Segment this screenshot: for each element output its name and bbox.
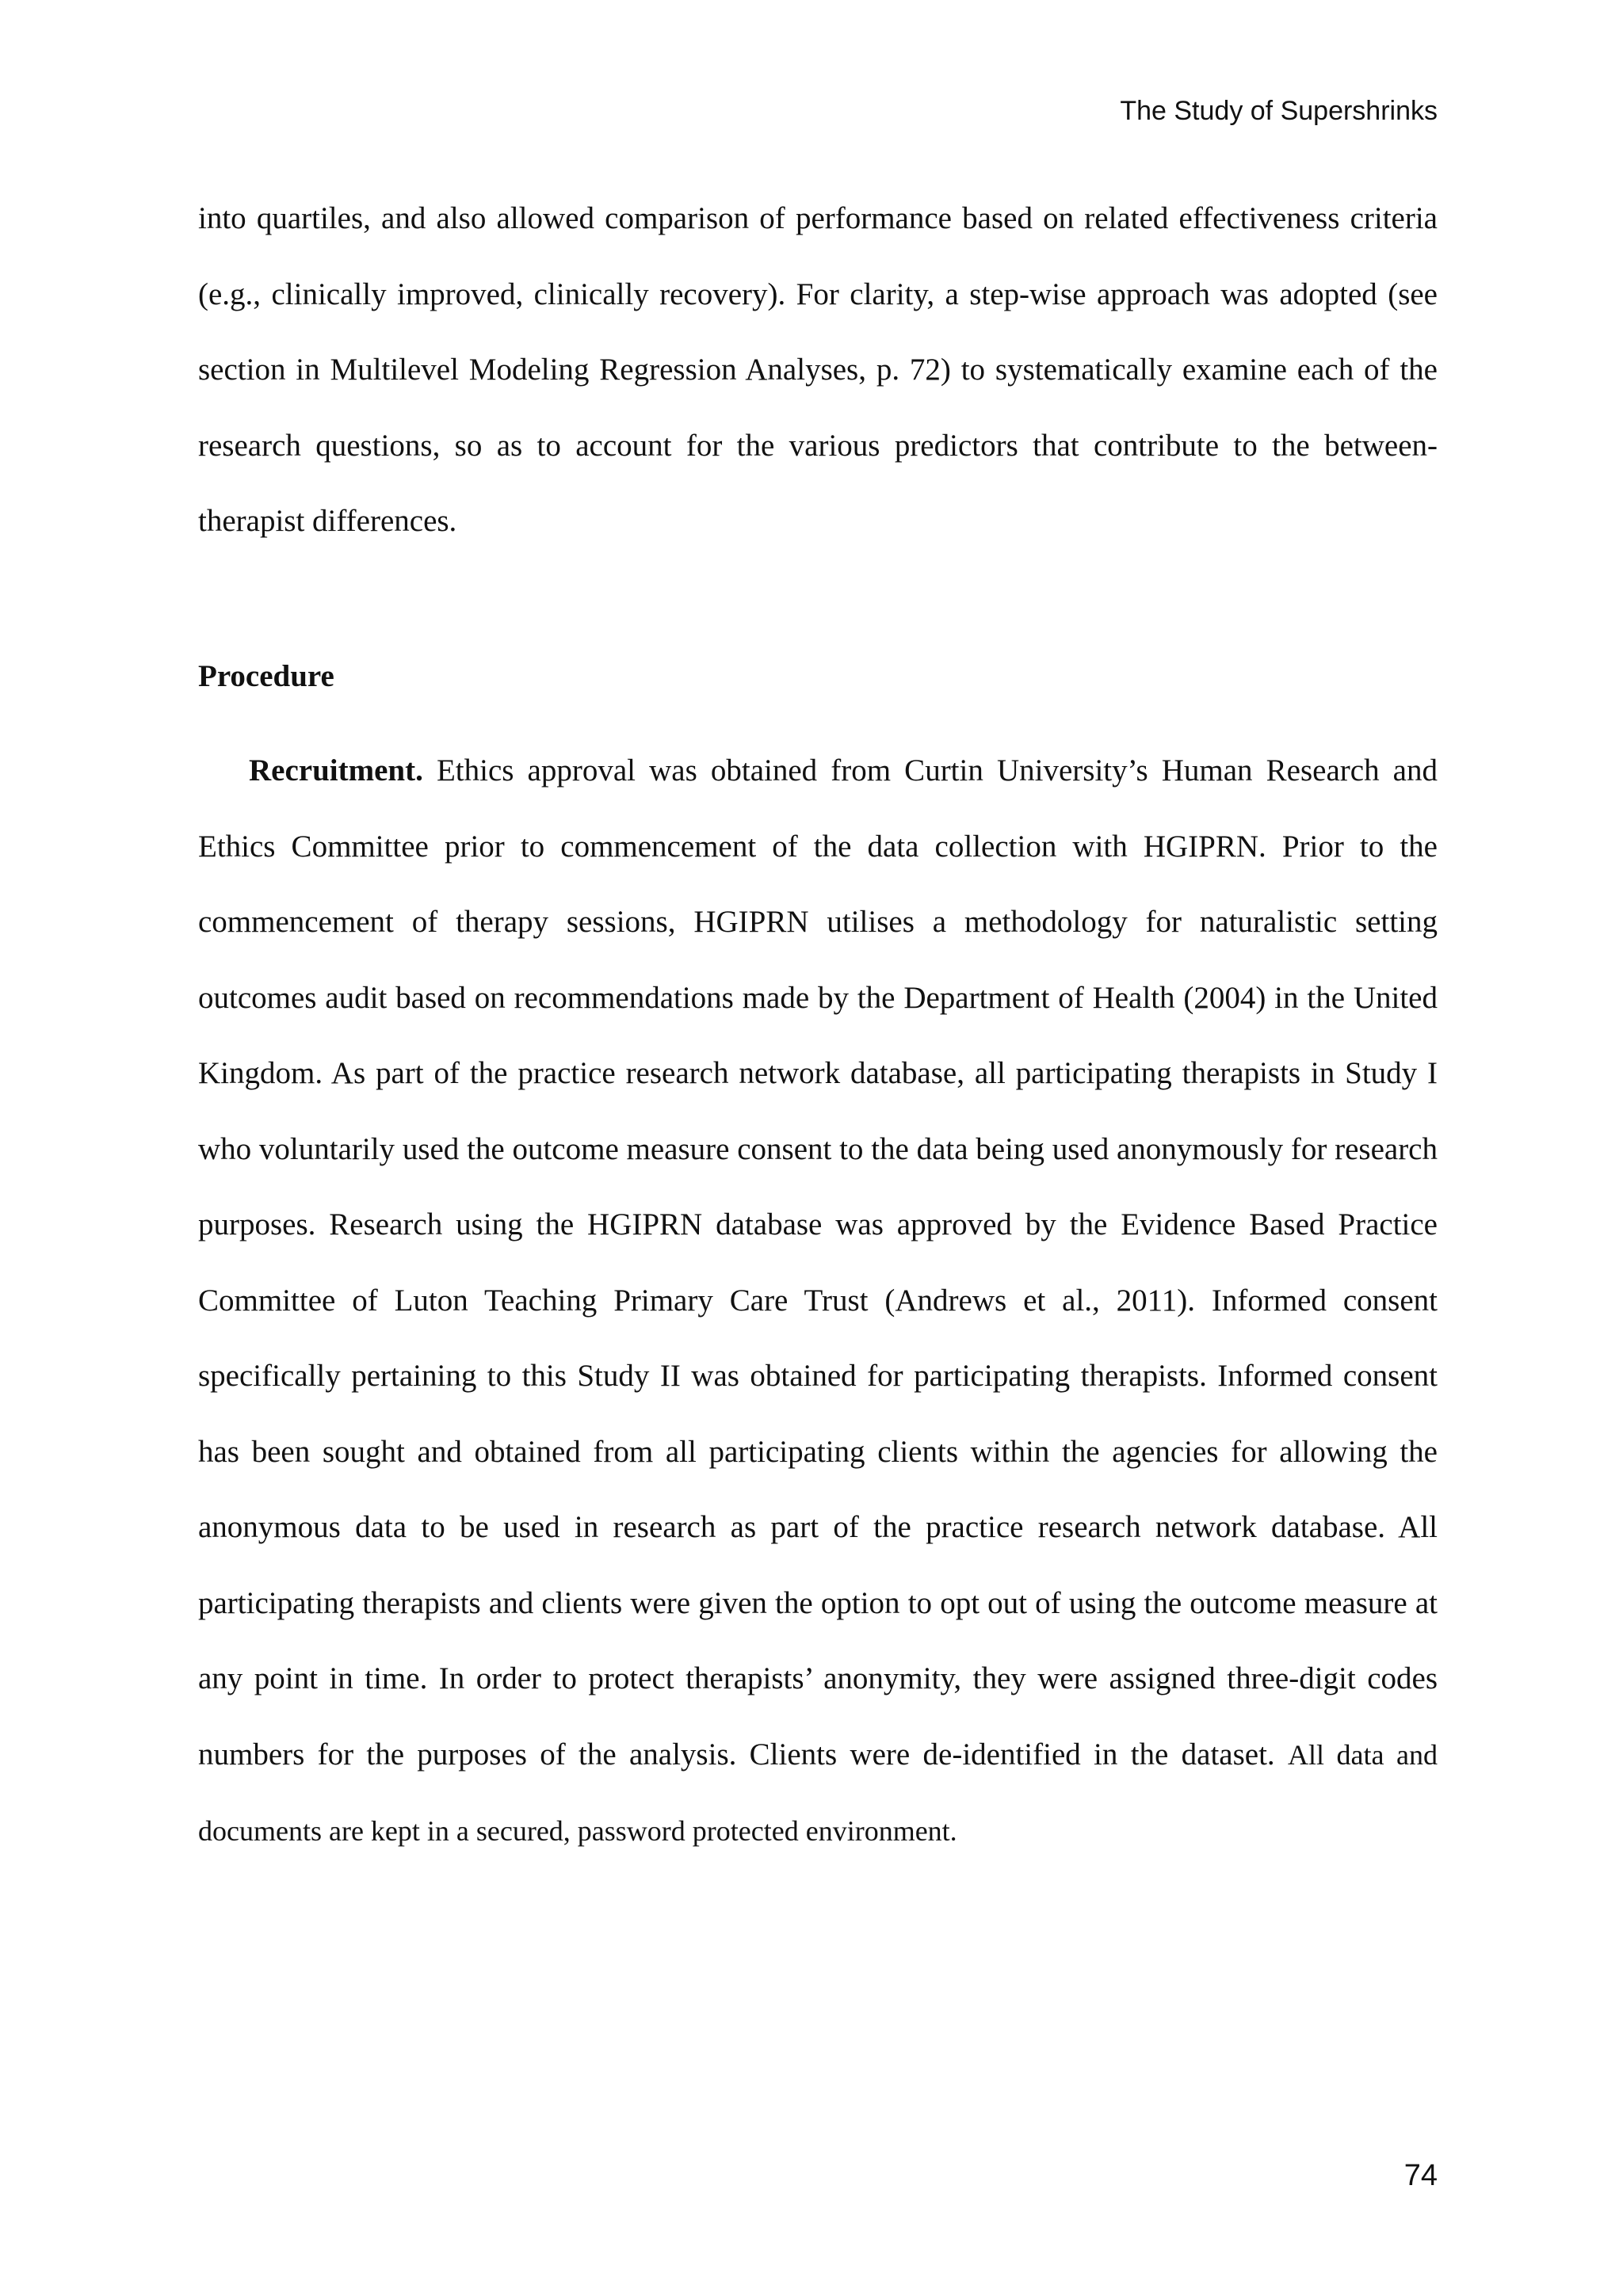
recruitment-run-in-heading: Recruitment.	[249, 753, 423, 788]
page-number: 74	[1403, 2159, 1438, 2192]
recruitment-paragraph	[198, 733, 1438, 1870]
recruitment-paragraph-text: Ethics approval was obtained from Curtin University’s Human Research and Ethics Committee prior to commencement of the data collection with HGIPRN. Prior to the commencement of therapy sessions, HGIPRN utilises a methodology for naturalistic setting outcomes audit based on recommendations made by the Department of Health (2004) in the United Kingdom. As part of the practice research network database, all participating therapists in Study I who voluntarily used the outcome measure consent to the data being used anonymously for research purposes. Research using the HGIPRN database was approved by the Evidence Based Practice Committee of Luton Teaching Primary Care Trust (Andrews et al., 2011). Informed consent specifically pertaining to this Study II was obtained for participating therapists. Informed consent has been sought and obtained from all participating clients within the agencies for allowing the anonymous data to be used in research as part of the practice research network database. All participating therapists and clients were given the option to opt out of using the outcome measure at any point in time. In order to protect therapists’ anonymity, they were assigned three-digit codes numbers for the purposes of the analysis. Clients were de-identified in the dataset.	[198, 753, 1438, 1772]
continued-paragraph: into quartiles, and also allowed comparison of performance based on related effectiveness criteria (e.g., clinically improved, clinically recovery). For clarity, a step-wise approach was adopted (see section in Multilevel Modeling Regression Analyses, p. 72) to systematically examine each of the research questions, so as to account for the various predictors that contribute to the between-therapist differences.	[198, 201, 1438, 538]
recruitment-paragraph-closing-text: All data and documents are kept in a secured, password protected environment.	[198, 1738, 1438, 1847]
section-heading-procedure: Procedure	[198, 659, 334, 693]
running-head: The Study of Supershrinks	[1120, 96, 1438, 126]
